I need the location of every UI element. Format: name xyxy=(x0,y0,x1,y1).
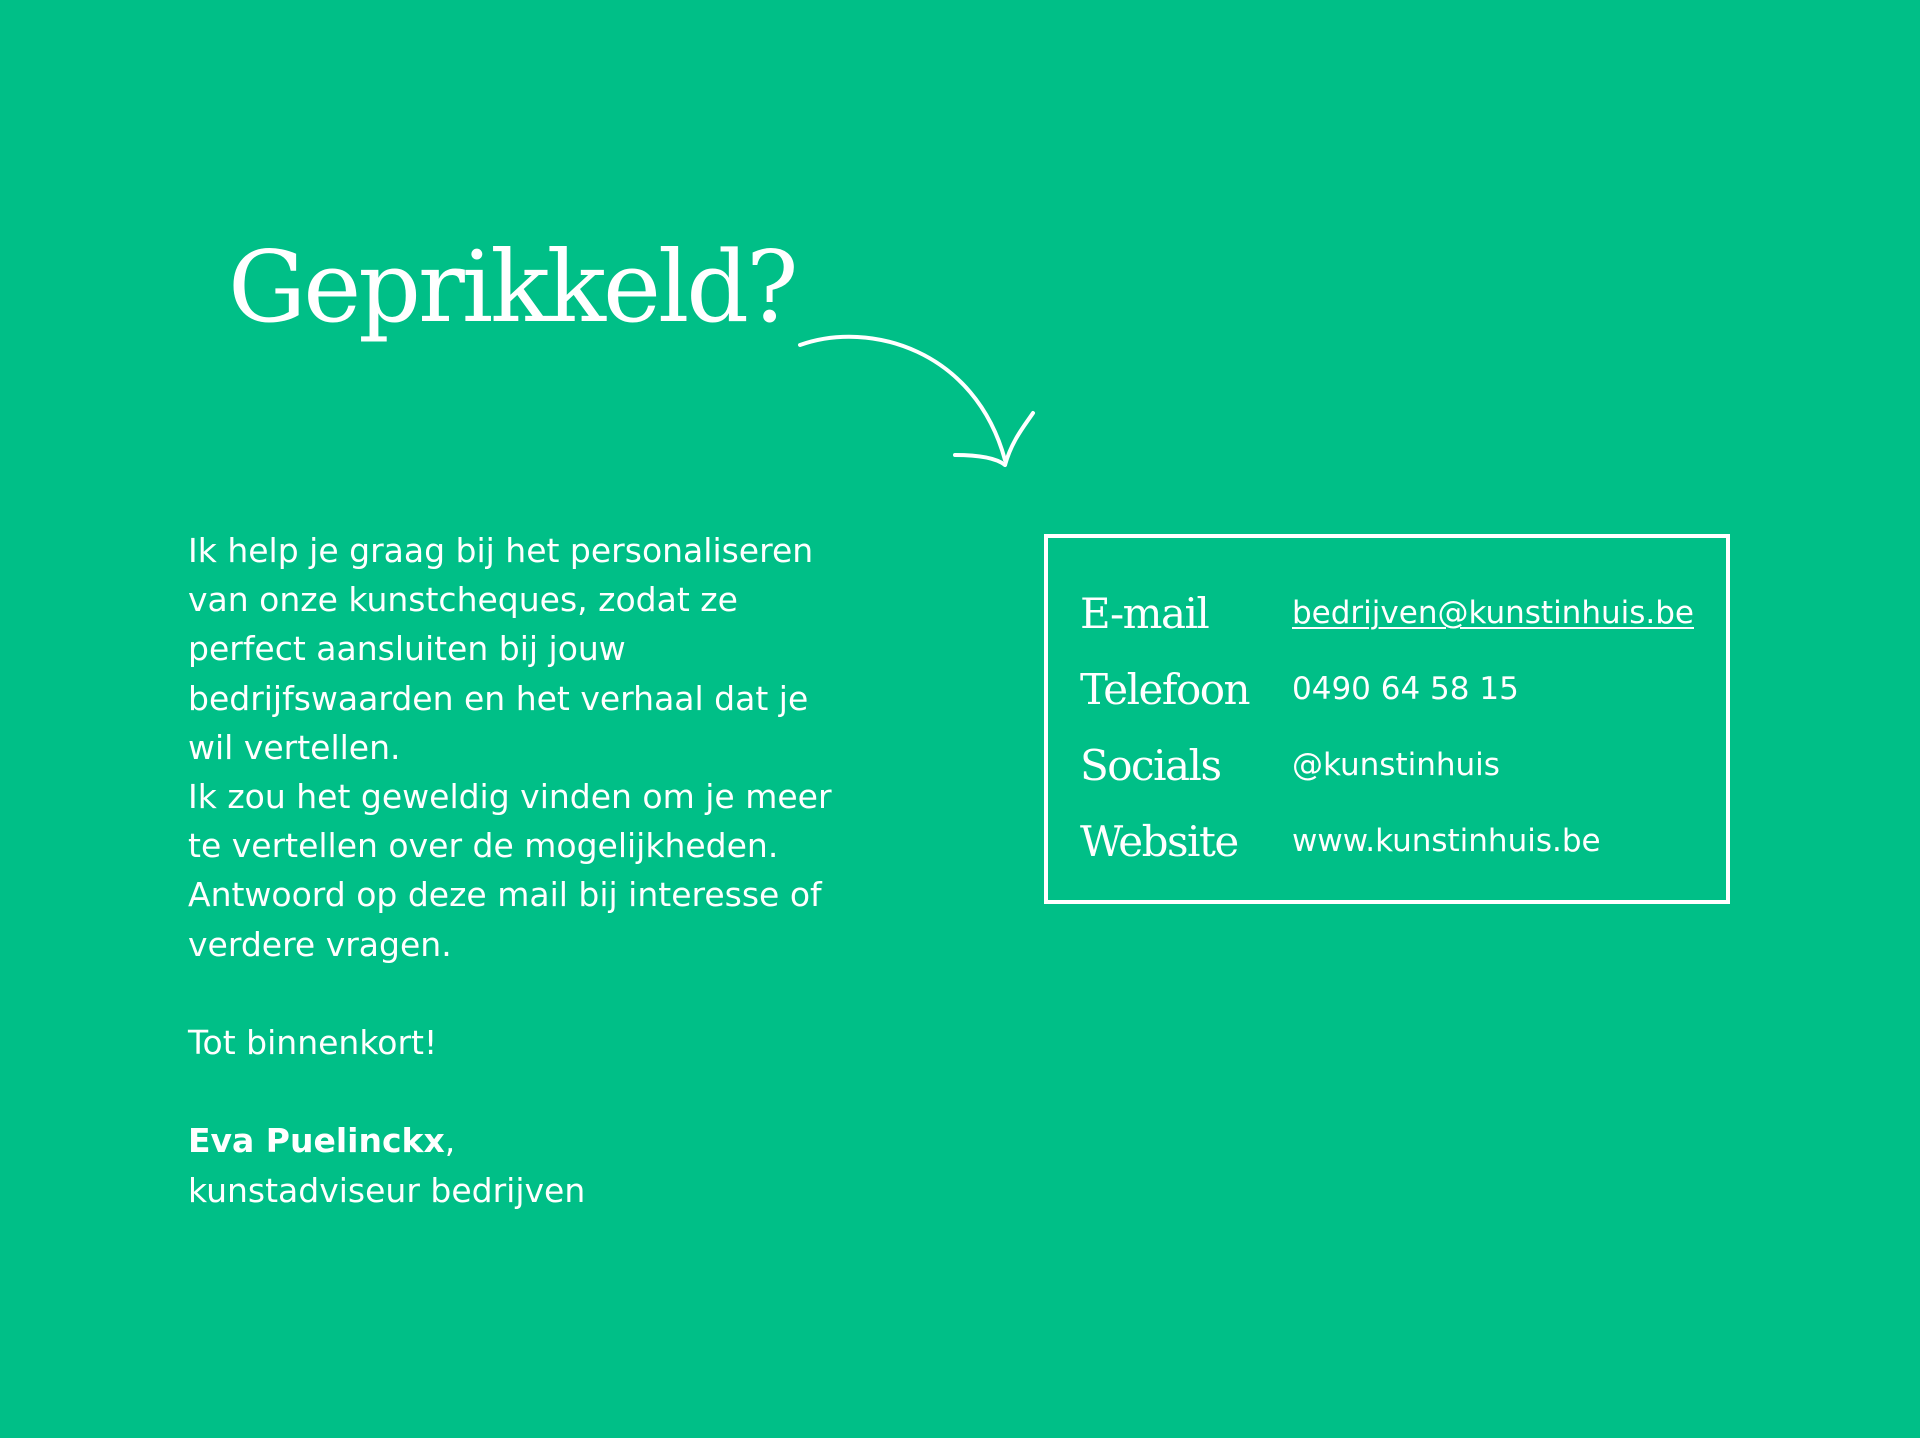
body-line: verdere vragen. xyxy=(188,924,452,964)
body-line: wil vertellen. xyxy=(188,727,401,767)
body-line: te vertellen over de mogelijkheden. xyxy=(188,826,779,866)
contact-row-email xyxy=(1080,578,1694,648)
body-line: Ik help je graag bij het personaliseren xyxy=(188,531,814,570)
signature-comma: , xyxy=(444,1121,456,1161)
contact-row-phone xyxy=(1080,654,1519,724)
signature-name: Eva Puelinckx xyxy=(188,1121,445,1161)
socials-label: Socials xyxy=(1080,740,1221,790)
spacer xyxy=(188,969,848,1018)
page-title: Geprikkeld? xyxy=(228,231,796,345)
phone-value: 0490 64 58 15 xyxy=(1292,671,1519,707)
email-label: E-mail xyxy=(1080,588,1209,638)
body-line: Antwoord op deze mail bij interesse of xyxy=(188,875,822,915)
curved-arrow-icon xyxy=(790,325,1040,480)
body-line: van onze kunstcheques, zodat ze xyxy=(188,580,738,620)
contact-row-website xyxy=(1080,806,1601,876)
signature-role: kunstadviseur bedrijven xyxy=(188,1170,586,1210)
closing-text: Tot binnenkort! xyxy=(188,1023,438,1063)
website-label: Website xyxy=(1080,816,1238,866)
website-value: www.kunstinhuis.be xyxy=(1292,823,1601,859)
email-link[interactable]: bedrijven@kunstinhuis.be xyxy=(1292,595,1694,631)
body-line: Ik zou het geweldig vinden om je meer xyxy=(188,777,832,817)
signature-line xyxy=(188,1116,848,1165)
socials-value: @kunstinhuis xyxy=(1292,747,1500,783)
message-body xyxy=(188,526,848,1215)
body-line: perfect aansluiten bij jouw xyxy=(188,629,626,669)
contact-box xyxy=(1044,534,1730,904)
contact-row-socials xyxy=(1080,730,1500,800)
spacer xyxy=(188,1067,848,1116)
phone-label: Telefoon xyxy=(1080,664,1250,714)
body-line: bedrijfswaarden en het verhaal dat je xyxy=(188,678,809,718)
